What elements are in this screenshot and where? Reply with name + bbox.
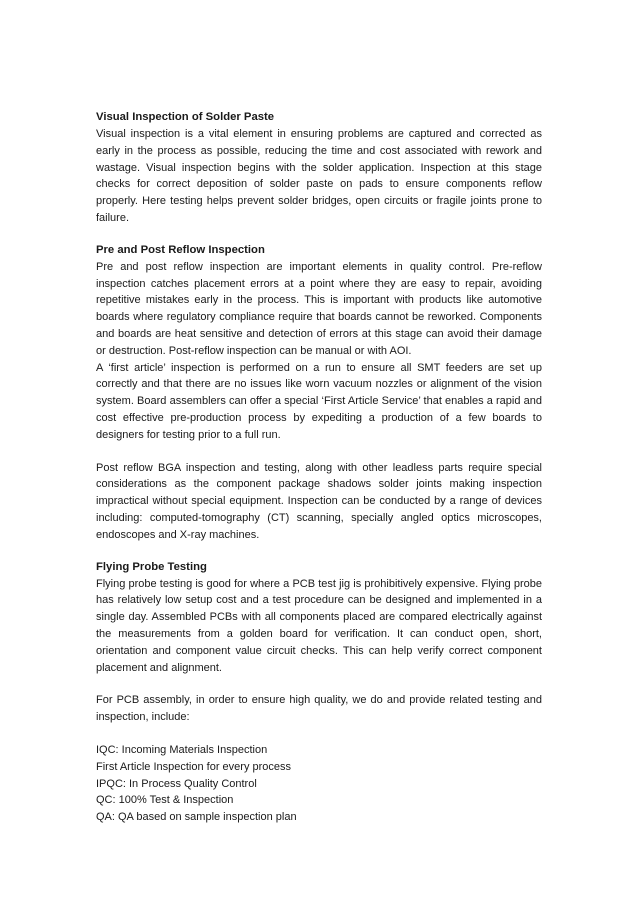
document-page (96, 109, 542, 826)
section-heading-reflow: Pre and Post Reflow Inspection (96, 243, 265, 256)
section-heading-flying-probe: Flying Probe Testing (96, 560, 207, 573)
spacer (96, 676, 542, 692)
paragraph-flying-probe: Flying probe testing is good for where a PCB test jig is prohibitively expensive. Flying probe has relatively low setup cost and a test procedure can be designed and implemented in a single day. Assembled PCBs with all components placed are compared electrically against the measurements from a golden board for verification. It can conduct open, short, orientation and component value circuit checks. This can help verify correct component placement and alignment. (96, 577, 542, 674)
paragraph-reflow-1: Pre and post reflow inspection are important elements in quality control. Pre-reflow inspection catches placement errors at a point where they are easy to repair, avoiding repetitive mistakes early in the process. This is important with products like automotive boards where regulatory compliance require that boards cannot be reworked. Components and boards are heat sensitive and detection of errors at this stage can avoid their damage or destruction. Post-reflow inspection can be manual or with AOI. (96, 260, 542, 357)
paragraph-reflow-3: Post reflow BGA inspection and testing, along with other leadless parts require special considerations as the component package shadows solder joints making inspection impractical without special equipment. Inspection can be conducted by a range of devices including: computed-tomography (CT) scanning, specially angled optics microscopes, endoscopes and X-ray machines. (96, 461, 542, 541)
paragraph-reflow-2: A ‘first article’ inspection is performed on a run to ensure all SMT feeders are set up correctly and that there are no issues like worn vacuum nozzles or alignment of the vision system. Board assemblers can offer a special ‘First Article Service’ that enables a rapid and cost effective pre-production process by expediting a production of a few boards to designers for testing prior to a full run. (96, 361, 542, 441)
inspection-list (96, 742, 542, 826)
spacer (96, 444, 542, 460)
list-item: IPQC: In Process Quality Control (96, 777, 257, 790)
paragraph-solder-paste: Visual inspection is a vital element in ensuring problems are captured and corrected as early in the process as possible, reducing the time and cost associated with rework and wastage. Visual inspection begins with the solder application. Inspection at this stage checks for correct deposition of solder paste on pads to ensure components reflow properly. Here testing helps prevent solder bridges, open circuits or fragile joints prone to failure. (96, 128, 542, 224)
list-item: QC: 100% Test & Inspection (96, 794, 234, 807)
spacer (96, 544, 542, 559)
spacer (96, 227, 542, 242)
list-item: IQC: Incoming Materials Inspection (96, 743, 268, 756)
list-item: QA: QA based on sample inspection plan (96, 811, 297, 824)
section-heading-solder-paste: Visual Inspection of Solder Paste (96, 111, 275, 123)
list-item: First Article Inspection for every process (96, 760, 292, 773)
paragraph-closing-intro: For PCB assembly, in order to ensure high quality, we do and provide related testing and inspection, include: (96, 694, 542, 724)
spacer (96, 726, 542, 742)
